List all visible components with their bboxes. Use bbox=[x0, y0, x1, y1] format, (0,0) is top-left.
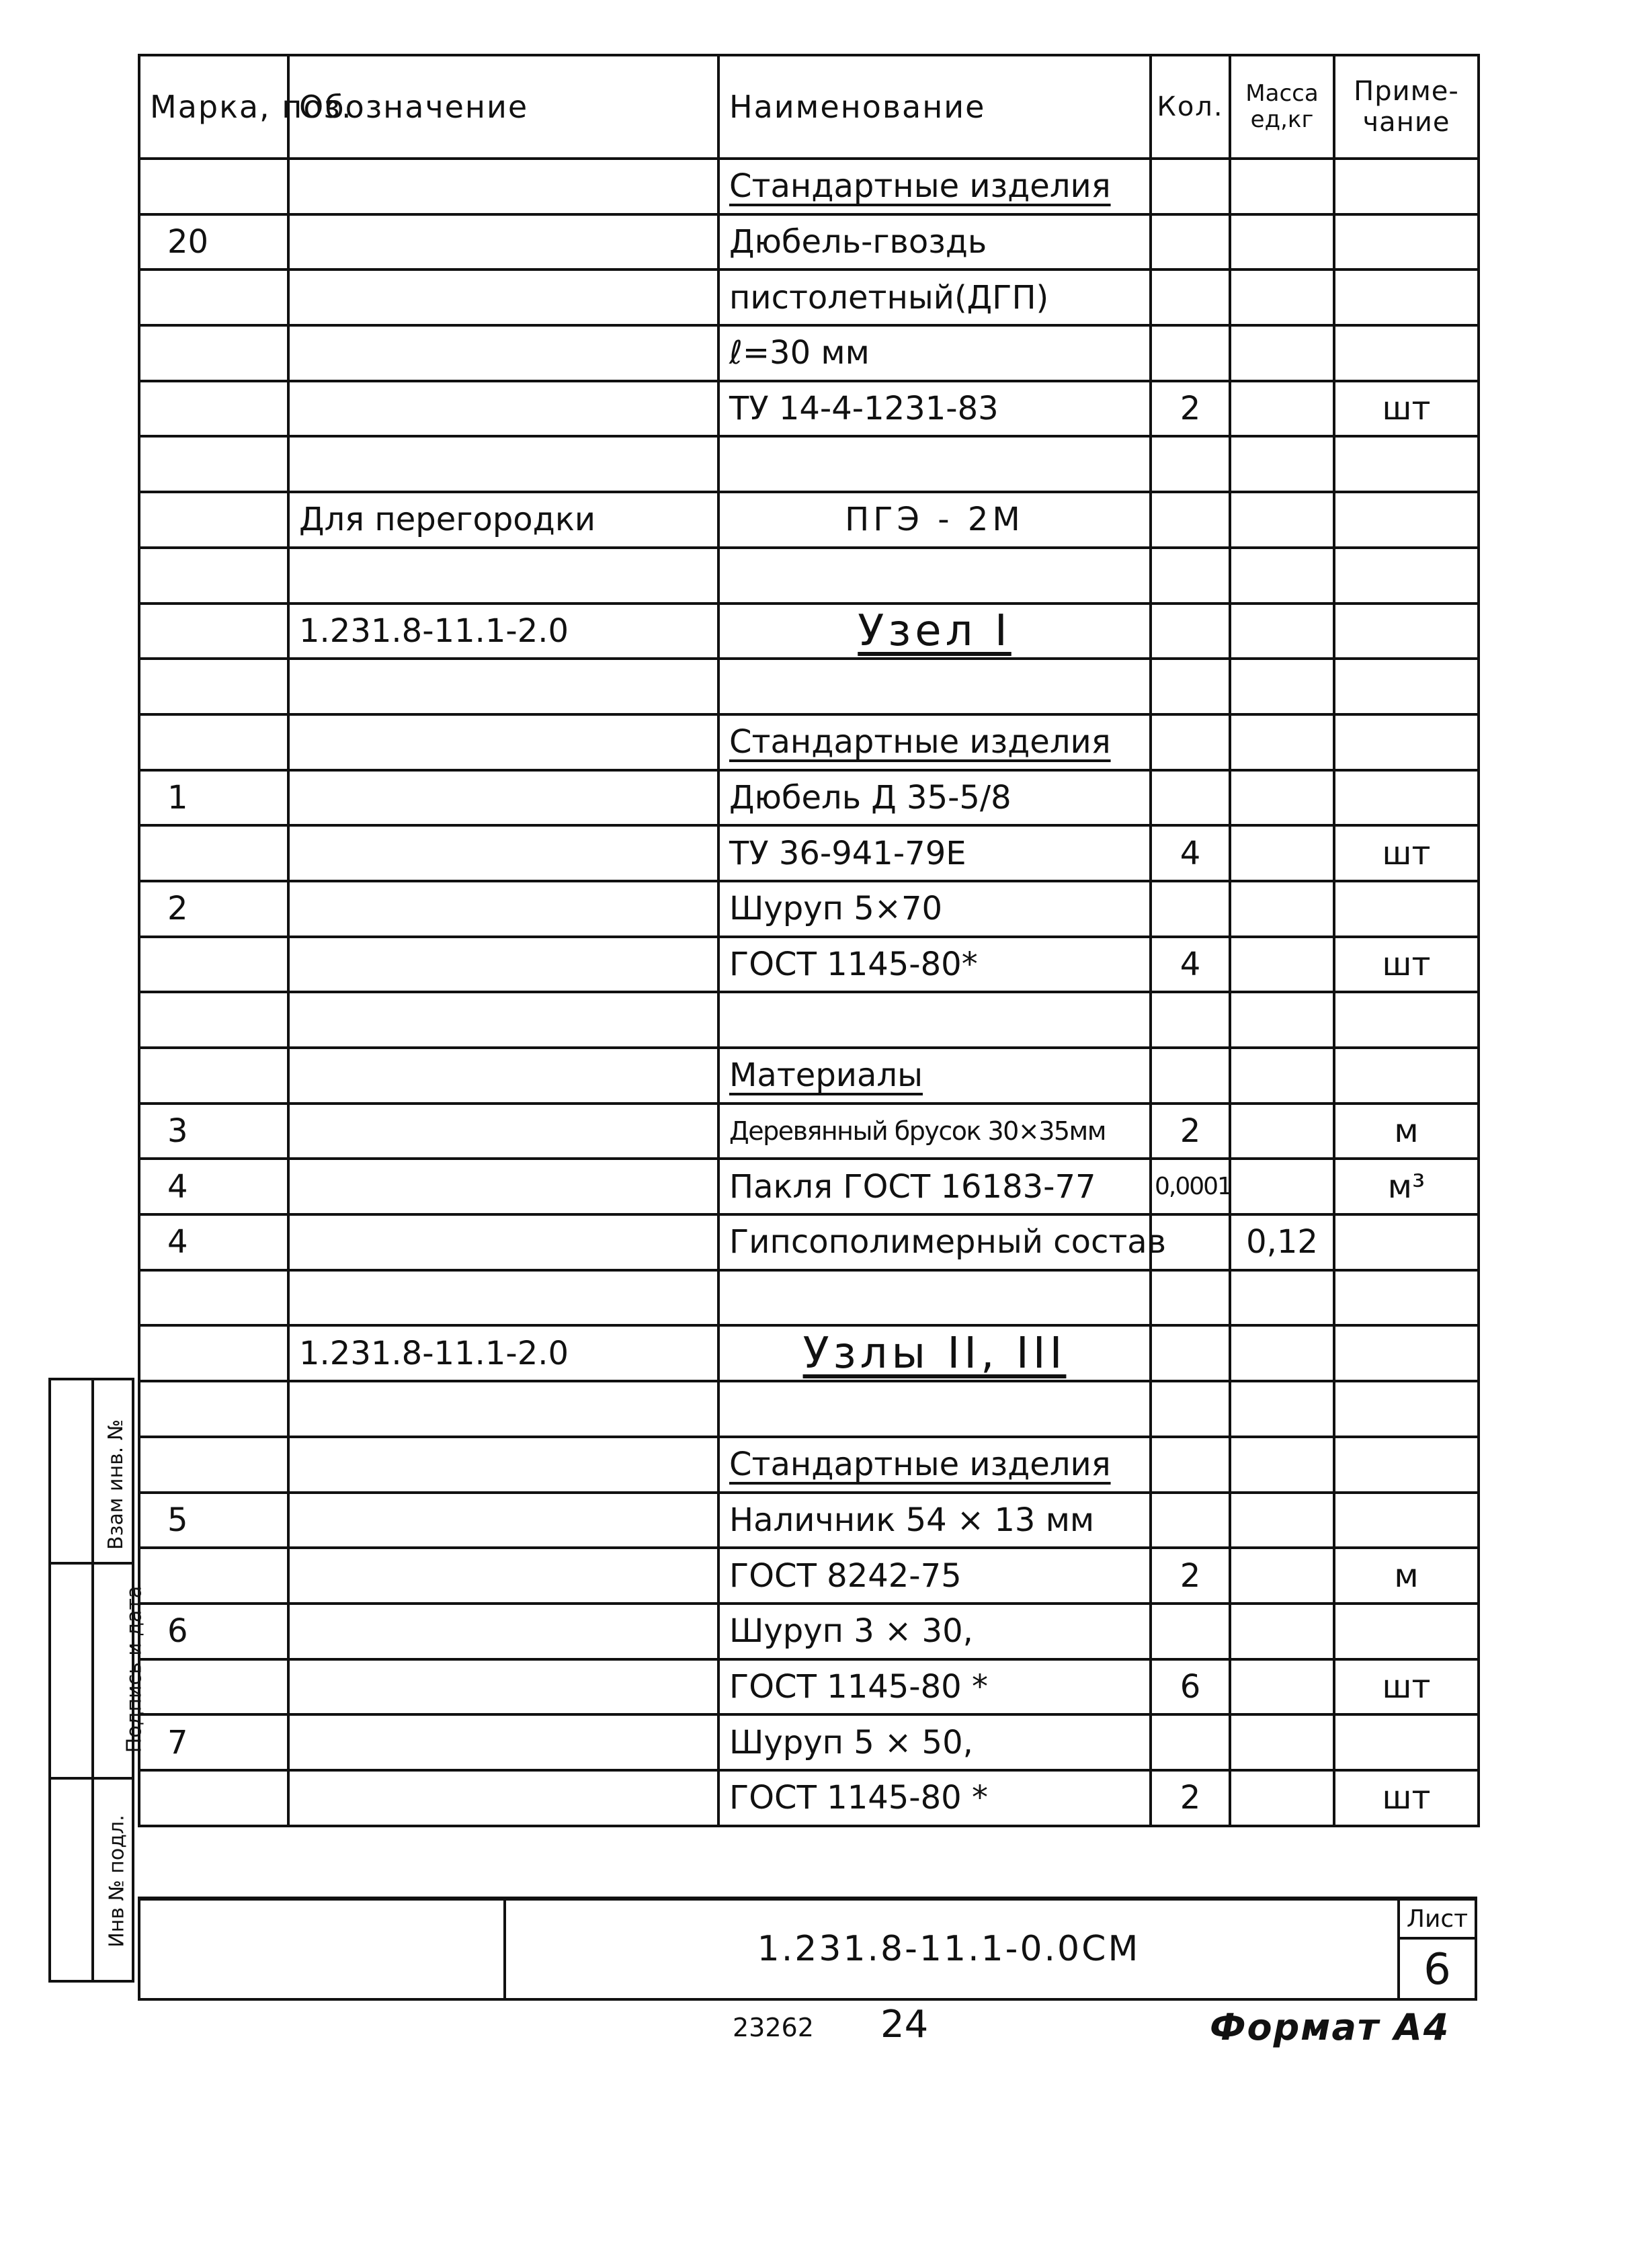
cell-mark bbox=[139, 1325, 288, 1381]
cell-note bbox=[1334, 1604, 1479, 1659]
cell-qty bbox=[1151, 1714, 1230, 1770]
cell-mass bbox=[1230, 1493, 1334, 1548]
cell-mass bbox=[1230, 1714, 1334, 1770]
cell-mass bbox=[1230, 492, 1334, 548]
col-header-mark: Марка, поз. bbox=[139, 55, 288, 159]
cell-designation bbox=[288, 1048, 718, 1104]
col-header-mass: Масса ед,кг bbox=[1230, 55, 1334, 159]
table-row bbox=[139, 1325, 1479, 1381]
cell-mark bbox=[139, 492, 288, 548]
cell-qty bbox=[1151, 1381, 1230, 1437]
cell-note bbox=[1334, 1493, 1479, 1548]
col-header-note: Приме- чание bbox=[1334, 55, 1479, 159]
col-header-name: Наименование bbox=[718, 55, 1151, 159]
cell-name: Узлы II, III bbox=[718, 1325, 1151, 1381]
cell-designation bbox=[288, 214, 718, 270]
cell-designation bbox=[288, 881, 718, 937]
cell-note bbox=[1334, 1437, 1479, 1493]
table-row bbox=[139, 436, 1479, 492]
table-row bbox=[139, 881, 1479, 937]
cell-name: Материалы bbox=[718, 1048, 1151, 1104]
cell-qty bbox=[1151, 1270, 1230, 1326]
table-row bbox=[139, 937, 1479, 993]
cell-mark bbox=[139, 1048, 288, 1104]
cell-note bbox=[1334, 1214, 1479, 1270]
cell-designation bbox=[288, 1548, 718, 1604]
cell-mark bbox=[139, 436, 288, 492]
cell-name bbox=[718, 548, 1151, 604]
cell-mass bbox=[1230, 714, 1334, 770]
cell-name: ℓ=30 мм bbox=[718, 325, 1151, 381]
side-stamp-row-divider bbox=[51, 1562, 132, 1565]
cell-qty bbox=[1151, 659, 1230, 714]
cell-note bbox=[1334, 548, 1479, 604]
side-label-replace-inv: Взам инв. № bbox=[104, 1419, 128, 1550]
page-number: 24 bbox=[880, 2003, 929, 2046]
cell-qty bbox=[1151, 714, 1230, 770]
cell-qty bbox=[1151, 770, 1230, 826]
cell-qty bbox=[1151, 604, 1230, 659]
cell-note bbox=[1334, 992, 1479, 1048]
cell-designation bbox=[288, 1714, 718, 1770]
table-row bbox=[139, 1270, 1479, 1326]
cell-qty bbox=[1151, 548, 1230, 604]
title-block-divider bbox=[503, 1901, 506, 1998]
cell-mass bbox=[1230, 548, 1334, 604]
cell-mass bbox=[1230, 1659, 1334, 1715]
cell-mark bbox=[139, 604, 288, 659]
cell-mark: 2 bbox=[139, 881, 288, 937]
cell-name: Узел I bbox=[718, 604, 1151, 659]
side-label-inv-original: Инв № подл. bbox=[105, 1815, 129, 1948]
cell-name: Шуруп 5 × 50, bbox=[718, 1714, 1151, 1770]
cell-mass bbox=[1230, 1381, 1334, 1437]
cell-mass bbox=[1230, 436, 1334, 492]
cell-qty bbox=[1151, 436, 1230, 492]
cell-qty: 0,0001 bbox=[1151, 1159, 1230, 1214]
cell-designation bbox=[288, 992, 718, 1048]
cell-designation: 1.231.8-11.1-2.0 bbox=[288, 604, 718, 659]
cell-designation bbox=[288, 548, 718, 604]
cell-note bbox=[1334, 1325, 1479, 1381]
cell-mass bbox=[1230, 992, 1334, 1048]
spec-sheet bbox=[138, 54, 1477, 2009]
cell-mass bbox=[1230, 214, 1334, 270]
table-row bbox=[139, 492, 1479, 548]
cell-designation bbox=[288, 1214, 718, 1270]
cell-mass: 0,12 bbox=[1230, 1214, 1334, 1270]
cell-note: м bbox=[1334, 1548, 1479, 1604]
cell-mass bbox=[1230, 1548, 1334, 1604]
cell-name: Стандартные изделия bbox=[718, 1437, 1151, 1493]
cell-name: ГОСТ 1145-80* bbox=[718, 937, 1151, 993]
cell-mark bbox=[139, 548, 288, 604]
table-header-row bbox=[139, 55, 1479, 159]
table-row bbox=[139, 1714, 1479, 1770]
cell-note: м³ bbox=[1334, 1159, 1479, 1214]
cell-name: Гипсополимерный состав bbox=[718, 1214, 1151, 1270]
table-row bbox=[139, 659, 1479, 714]
cell-mark: 7 bbox=[139, 1714, 288, 1770]
col-header-designation: Обозначение bbox=[288, 55, 718, 159]
side-stamp-row-divider bbox=[51, 1777, 132, 1780]
table-row bbox=[139, 548, 1479, 604]
cell-qty bbox=[1151, 1325, 1230, 1381]
cell-mark: 4 bbox=[139, 1214, 288, 1270]
cell-mass bbox=[1230, 604, 1334, 659]
col-header-qty: Кол. bbox=[1151, 55, 1230, 159]
cell-note: м bbox=[1334, 1104, 1479, 1159]
cell-mark bbox=[139, 325, 288, 381]
table-row bbox=[139, 825, 1479, 881]
table-row bbox=[139, 1159, 1479, 1214]
cell-name: Шуруп 3 × 30, bbox=[718, 1604, 1151, 1659]
cell-designation bbox=[288, 1659, 718, 1715]
cell-designation bbox=[288, 325, 718, 381]
cell-designation bbox=[288, 436, 718, 492]
cell-designation bbox=[288, 159, 718, 214]
cell-name: ГОСТ 1145-80 * bbox=[718, 1659, 1151, 1715]
cell-note bbox=[1334, 1270, 1479, 1326]
cell-mass bbox=[1230, 381, 1334, 437]
cell-designation bbox=[288, 381, 718, 437]
cell-note bbox=[1334, 1714, 1479, 1770]
cell-mass bbox=[1230, 159, 1334, 214]
cell-name: Стандартные изделия bbox=[718, 159, 1151, 214]
cell-qty: 2 bbox=[1151, 1770, 1230, 1826]
table-body bbox=[139, 159, 1479, 1826]
cell-designation bbox=[288, 1270, 718, 1326]
cell-mark bbox=[139, 381, 288, 437]
cell-qty bbox=[1151, 269, 1230, 325]
cell-note bbox=[1334, 325, 1479, 381]
cell-qty: 6 bbox=[1151, 1659, 1230, 1715]
cell-qty: 2 bbox=[1151, 381, 1230, 437]
cell-note: шт bbox=[1334, 1770, 1479, 1826]
cell-name bbox=[718, 1381, 1151, 1437]
cell-designation bbox=[288, 1604, 718, 1659]
table-row bbox=[139, 604, 1479, 659]
cell-mark: 5 bbox=[139, 1493, 288, 1548]
cell-note bbox=[1334, 714, 1479, 770]
cell-note bbox=[1334, 269, 1479, 325]
table-row bbox=[139, 269, 1479, 325]
sheet-number: 6 bbox=[1423, 1945, 1451, 1995]
cell-mark: 6 bbox=[139, 1604, 288, 1659]
cell-note bbox=[1334, 659, 1479, 714]
cell-designation bbox=[288, 1770, 718, 1826]
table-row bbox=[139, 992, 1479, 1048]
cell-mass bbox=[1230, 269, 1334, 325]
cell-note: шт bbox=[1334, 1659, 1479, 1715]
cell-mass bbox=[1230, 1270, 1334, 1326]
cell-note bbox=[1334, 492, 1479, 548]
cell-name: ГОСТ 8242-75 bbox=[718, 1548, 1151, 1604]
cell-mass bbox=[1230, 825, 1334, 881]
cell-designation bbox=[288, 825, 718, 881]
cell-designation bbox=[288, 1104, 718, 1159]
cell-qty bbox=[1151, 325, 1230, 381]
cell-qty bbox=[1151, 1437, 1230, 1493]
table-row bbox=[139, 1770, 1479, 1826]
document-code: 1.231.8-11.1-0.0СМ bbox=[757, 1929, 1141, 1969]
cell-qty: 2 bbox=[1151, 1548, 1230, 1604]
cell-mark bbox=[139, 159, 288, 214]
cell-mark bbox=[139, 269, 288, 325]
cell-name bbox=[718, 1270, 1151, 1326]
cell-mark bbox=[139, 992, 288, 1048]
cell-name: Стандартные изделия bbox=[718, 714, 1151, 770]
table-row bbox=[139, 325, 1479, 381]
cell-name: ТУ 36-941-79Е bbox=[718, 825, 1151, 881]
cell-mark bbox=[139, 1270, 288, 1326]
cell-qty bbox=[1151, 159, 1230, 214]
cell-qty bbox=[1151, 1604, 1230, 1659]
cell-note: шт bbox=[1334, 937, 1479, 993]
cell-note: шт bbox=[1334, 381, 1479, 437]
cell-mass bbox=[1230, 659, 1334, 714]
cell-mass bbox=[1230, 1604, 1334, 1659]
cell-designation bbox=[288, 770, 718, 826]
table-row bbox=[139, 714, 1479, 770]
cell-mark bbox=[139, 825, 288, 881]
side-label-signature-date: Подпись и дата bbox=[122, 1585, 147, 1753]
cell-name: Дюбель-гвоздь bbox=[718, 214, 1151, 270]
cell-qty bbox=[1151, 1493, 1230, 1548]
cell-mark: 4 bbox=[139, 1159, 288, 1214]
cell-mark: 3 bbox=[139, 1104, 288, 1159]
cell-name: Шуруп 5×70 bbox=[718, 881, 1151, 937]
cell-name: ТУ 14-4-1231-83 bbox=[718, 381, 1151, 437]
cell-name: Пакля ГОСТ 16183-77 bbox=[718, 1159, 1151, 1214]
cell-name bbox=[718, 992, 1151, 1048]
cell-mark bbox=[139, 937, 288, 993]
cell-mass bbox=[1230, 1104, 1334, 1159]
cell-qty bbox=[1151, 1048, 1230, 1104]
cell-mass bbox=[1230, 1159, 1334, 1214]
cell-note bbox=[1334, 436, 1479, 492]
side-stamp bbox=[48, 1378, 147, 1983]
cell-designation: Для перегородки bbox=[288, 492, 718, 548]
table-row bbox=[139, 1604, 1479, 1659]
specification-table bbox=[138, 54, 1480, 1827]
cell-designation bbox=[288, 1159, 718, 1214]
cell-qty bbox=[1151, 214, 1230, 270]
cell-mark bbox=[139, 714, 288, 770]
cell-qty bbox=[1151, 492, 1230, 548]
cell-mass bbox=[1230, 770, 1334, 826]
cell-designation bbox=[288, 659, 718, 714]
table-row bbox=[139, 159, 1479, 214]
cell-note bbox=[1334, 1381, 1479, 1437]
cell-qty: 4 bbox=[1151, 825, 1230, 881]
table-row bbox=[139, 1381, 1479, 1437]
cell-name bbox=[718, 659, 1151, 714]
cell-designation bbox=[288, 1437, 718, 1493]
table-row bbox=[139, 1548, 1479, 1604]
table-row bbox=[139, 1048, 1479, 1104]
cell-qty: 4 bbox=[1151, 937, 1230, 993]
cell-mark: 20 bbox=[139, 214, 288, 270]
cell-note bbox=[1334, 881, 1479, 937]
cell-designation bbox=[288, 269, 718, 325]
archive-number: 23262 bbox=[733, 2013, 814, 2042]
cell-note bbox=[1334, 604, 1479, 659]
cell-mass bbox=[1230, 1048, 1334, 1104]
cell-designation: 1.231.8-11.1-2.0 bbox=[288, 1325, 718, 1381]
cell-mass bbox=[1230, 1437, 1334, 1493]
cell-designation bbox=[288, 1493, 718, 1548]
cell-mass bbox=[1230, 1770, 1334, 1826]
cell-qty bbox=[1151, 881, 1230, 937]
table-row bbox=[139, 1437, 1479, 1493]
cell-name: ПГЭ - 2М bbox=[718, 492, 1151, 548]
cell-designation bbox=[288, 937, 718, 993]
table-row bbox=[139, 381, 1479, 437]
cell-mass bbox=[1230, 1325, 1334, 1381]
cell-note bbox=[1334, 214, 1479, 270]
cell-mark: 1 bbox=[139, 770, 288, 826]
cell-name: Наличник 54 × 13 мм bbox=[718, 1493, 1151, 1548]
table-row bbox=[139, 1493, 1479, 1548]
cell-mass bbox=[1230, 937, 1334, 993]
cell-mark bbox=[139, 659, 288, 714]
cell-note: шт bbox=[1334, 825, 1479, 881]
cell-note bbox=[1334, 159, 1479, 214]
cell-designation bbox=[288, 714, 718, 770]
cell-designation bbox=[288, 1381, 718, 1437]
table-row bbox=[139, 1214, 1479, 1270]
cell-note bbox=[1334, 1048, 1479, 1104]
cell-name: Дюбель Д 35-5/8 bbox=[718, 770, 1151, 826]
cell-mass bbox=[1230, 881, 1334, 937]
cell-name: пистолетный(ДГП) bbox=[718, 269, 1151, 325]
format-label: Формат А4 bbox=[1210, 2006, 1450, 2048]
table-row bbox=[139, 1104, 1479, 1159]
cell-mass bbox=[1230, 325, 1334, 381]
sheet-cell bbox=[1397, 1901, 1475, 1998]
table-row bbox=[139, 1659, 1479, 1715]
cell-name: ГОСТ 1145-80 * bbox=[718, 1770, 1151, 1826]
cell-name bbox=[718, 436, 1151, 492]
sheet-label: Лист bbox=[1400, 1902, 1475, 1940]
cell-note bbox=[1334, 770, 1479, 826]
cell-name: Деревянный брусок 30×35мм bbox=[718, 1104, 1151, 1159]
cell-qty bbox=[1151, 992, 1230, 1048]
cell-qty: 2 bbox=[1151, 1104, 1230, 1159]
table-row bbox=[139, 770, 1479, 826]
table-row bbox=[139, 214, 1479, 270]
title-block bbox=[138, 1897, 1477, 2001]
